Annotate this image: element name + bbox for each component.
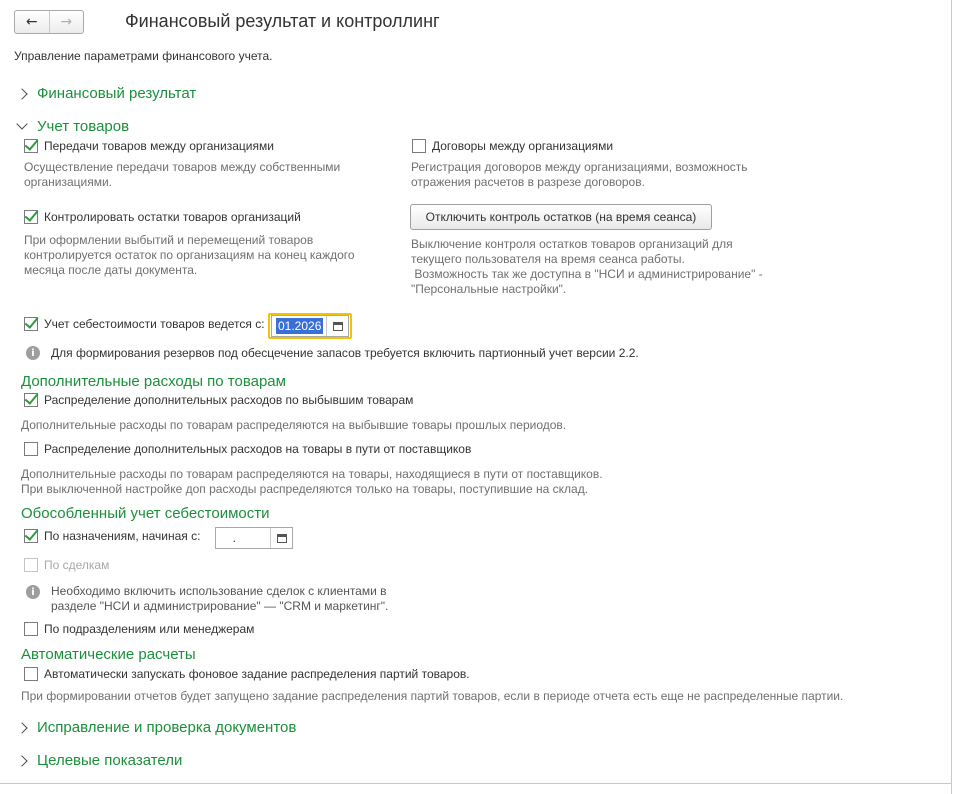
distribute-disposed-checkbox[interactable]: [24, 393, 413, 407]
by-department-checkbox[interactable]: [24, 622, 254, 636]
chevron-down-icon: [16, 118, 27, 129]
auto-background-job-checkbox[interactable]: [24, 667, 470, 681]
cost-accounting-label: Учет себестоимости товаров ведется с:: [44, 317, 265, 331]
group-doc-correction-label: Исправление и проверка документов: [37, 719, 297, 736]
control-stock-description-line3: месяца после даты документа.: [24, 263, 198, 277]
chevron-right-icon: [16, 722, 27, 733]
checkbox-checked-icon[interactable]: [24, 393, 38, 407]
chevron-right-icon: [16, 88, 27, 99]
disable-control-description-line3: Возможность так же доступна в "НСИ и администрирование" -: [411, 267, 763, 281]
chevron-right-icon: [16, 755, 27, 766]
checkbox-unchecked-icon[interactable]: [24, 667, 38, 681]
group-goods-accounting[interactable]: [18, 118, 129, 135]
navigation-buttons: [14, 10, 84, 34]
back-arrow-icon[interactable]: ←: [15, 11, 50, 33]
calendar-button[interactable]: [270, 528, 292, 548]
by-purpose-date-value[interactable]: .: [226, 531, 237, 545]
partion-info-text: Для формирования резервов под обесцечение запасов требуется включить партионный учет версии 2.2.: [51, 346, 639, 360]
disable-control-description: [411, 237, 763, 297]
transfer-between-orgs-label: Передачи товаров между организациями: [44, 139, 274, 153]
in-transit-description-line2: При выключенной настройке доп расходы распределяются только на товары, поступившие на склад.: [21, 482, 589, 496]
transfer-description-line2: организациями.: [24, 175, 113, 189]
by-purpose-checkbox[interactable]: [24, 529, 200, 543]
contracts-between-orgs-label: Договоры между организациями: [432, 139, 614, 153]
window-right-border: [951, 0, 952, 794]
checkbox-unchecked-icon[interactable]: [24, 442, 38, 456]
auto-background-job-description: При формировании отчетов будет запущено задание распределения партий товаров, если в периоде отчета есть еще не распределенные партии.: [21, 689, 844, 703]
group-doc-correction[interactable]: [18, 719, 296, 736]
partion-info: [26, 346, 639, 360]
section-separate-cost-title: Обособленный учет себестоимости: [21, 505, 270, 522]
control-stock-label: Контролировать остатки товаров организаций: [44, 210, 301, 224]
checkbox-unchecked-icon[interactable]: [24, 622, 38, 636]
by-deals-checkbox[interactable]: [24, 558, 109, 572]
forward-arrow-icon[interactable]: →: [60, 14, 73, 30]
checkbox-unchecked-icon[interactable]: [412, 139, 426, 153]
by-purpose-label: По назначениям, начиная с:: [44, 529, 201, 543]
group-financial-result-label: Финансовый результат: [37, 85, 197, 102]
contracts-between-orgs-checkbox[interactable]: [412, 139, 613, 153]
disable-control-description-line1: Выключение контроля остатков товаров организаций для: [411, 237, 733, 251]
section-additional-expenses-title: Дополнительные расходы по товарам: [21, 373, 286, 390]
group-targets-label: Целевые показатели: [37, 752, 183, 769]
checkbox-checked-icon[interactable]: [24, 210, 38, 224]
distribute-in-transit-description: [21, 467, 603, 497]
checkbox-checked-icon[interactable]: [24, 139, 38, 153]
by-purpose-date-input[interactable]: [215, 527, 293, 549]
distribute-in-transit-label: Распределение дополнительных расходов на товары в пути от поставщиков: [44, 442, 472, 456]
in-transit-description-line1: Дополнительные расходы по товарам распределяются на товары, находящиеся в пути от поставщиков.: [21, 467, 603, 481]
control-stock-description: [24, 233, 355, 278]
distribute-disposed-description: Дополнительные расходы по товарам распределяются на выбывшие товары прошлых периодов.: [21, 418, 567, 432]
disable-control-description-line4: "Персональные настройки".: [411, 282, 567, 296]
contracts-description: [411, 160, 748, 190]
page-title: Финансовый результат и контроллинг: [125, 11, 440, 31]
control-stock-description-line2: контролируется остаток по организациям на конец каждого: [24, 248, 355, 262]
distribute-in-transit-checkbox[interactable]: [24, 442, 471, 456]
calendar-icon: [333, 322, 343, 331]
contracts-description-line1: Регистрация договоров между организациями, возможность: [411, 160, 748, 174]
group-financial-result[interactable]: [18, 85, 196, 102]
section-auto-calculations-title: Автоматические расчеты: [21, 646, 196, 663]
deals-info: [26, 584, 388, 614]
disable-stock-control-button[interactable]: Отключить контроль остатков (на время сеанса): [410, 204, 712, 230]
cost-start-date-value[interactable]: 01.2026: [278, 319, 322, 333]
control-stock-checkbox[interactable]: [24, 210, 301, 224]
control-stock-description-line1: При оформлении выбытий и перемещений товаров: [24, 233, 314, 247]
checkbox-checked-icon[interactable]: [24, 529, 38, 543]
disable-control-description-line2: текущего пользователя на время сеанса работы.: [411, 252, 685, 266]
by-department-label: По подразделениям или менеджерам: [44, 622, 255, 636]
window-bottom-border: [0, 783, 952, 784]
by-deals-label: По сделкам: [44, 558, 110, 572]
calendar-icon: [277, 534, 287, 543]
cost-start-date-input[interactable]: [271, 315, 349, 337]
transfer-description: [24, 160, 340, 190]
deals-info-line2: разделе "НСИ и администрирование" — "CRM и маркетинг".: [51, 599, 389, 613]
deals-info-text: [51, 584, 388, 614]
checkbox-disabled-icon[interactable]: [24, 558, 38, 572]
contracts-description-line2: отражения расчетов в разрезе договоров.: [411, 175, 645, 189]
deals-info-line1: Необходимо включить использование сделок с клиентами в: [51, 584, 387, 598]
group-goods-accounting-label: Учет товаров: [37, 118, 130, 135]
auto-background-job-label: Автоматически запускать фоновое задание распределения партий товаров.: [44, 667, 470, 681]
transfer-description-line1: Осуществление передачи товаров между собственными: [24, 160, 341, 174]
distribute-disposed-label: Распределение дополнительных расходов по выбывшим товарам: [44, 393, 414, 407]
page-subtitle: Управление параметрами финансового учета.: [14, 49, 273, 63]
calendar-button[interactable]: [326, 316, 348, 336]
group-targets[interactable]: [18, 752, 182, 769]
cost-accounting-checkbox[interactable]: [24, 317, 265, 331]
checkbox-checked-icon[interactable]: [24, 317, 38, 331]
transfer-between-orgs-checkbox[interactable]: [24, 139, 274, 153]
info-icon: i: [26, 346, 40, 360]
info-icon: i: [26, 585, 40, 599]
